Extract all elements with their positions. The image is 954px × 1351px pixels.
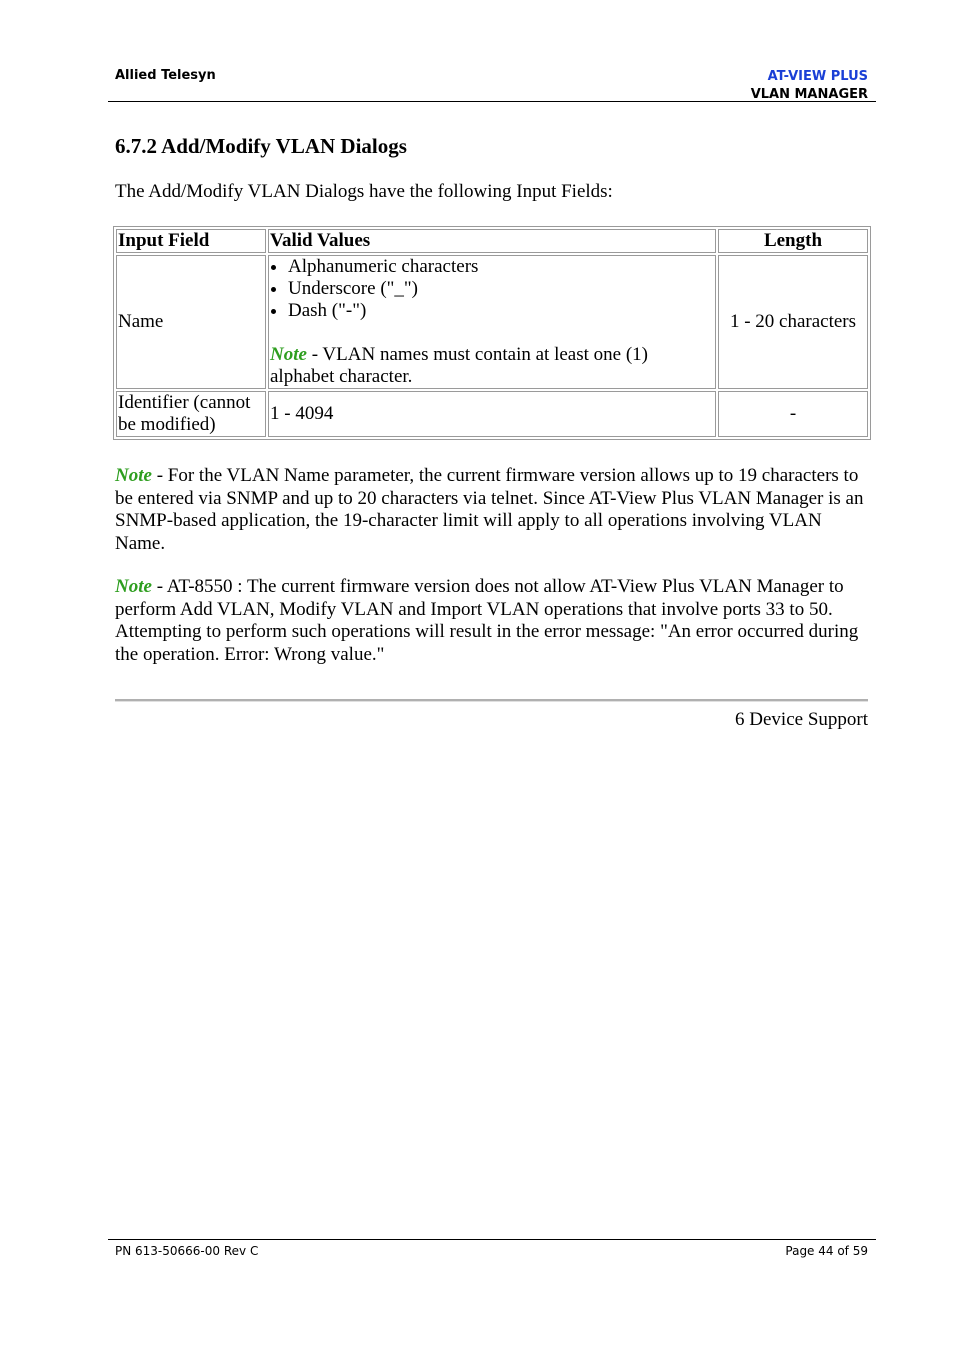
table-row xyxy=(116,255,868,389)
input-fields-table xyxy=(113,226,871,440)
field-name-cell: Identifier (cannot be modified) xyxy=(116,391,266,437)
footer-rule xyxy=(108,1239,876,1240)
table-note xyxy=(270,344,714,388)
list-item: • Dash ("-") xyxy=(288,300,714,322)
table-row xyxy=(116,391,868,437)
note-paragraph-at8550 xyxy=(115,576,871,666)
section-footer: 6 Device Support xyxy=(735,709,868,730)
section-divider xyxy=(115,699,868,702)
valid-values-list xyxy=(270,256,714,322)
note-paragraph-vlan-name xyxy=(115,465,871,555)
list-item: • Underscore ("_") xyxy=(288,278,714,300)
footer-page-number: Page 44 of 59 xyxy=(785,1244,868,1258)
note-text: - For the VLAN Name parameter, the current firmware version allows up to 19 characters to be entered via SNMP and up to 20 characters via telnet. Since AT-View Plus VLAN Manager is an SNMP-based application, the 19-character limit will apply to all operations involving VLAN Name. xyxy=(115,465,864,554)
header-product-block xyxy=(751,68,868,104)
column-header-length: Length xyxy=(718,229,868,253)
note-label: Note xyxy=(115,576,152,597)
section-heading: 6.7.2 Add/Modify VLAN Dialogs xyxy=(115,134,407,158)
header-company: Allied Telesyn xyxy=(115,68,216,83)
column-header-valid-values: Valid Values xyxy=(268,229,716,253)
length-cell: 1 - 20 characters xyxy=(718,255,868,389)
header-rule xyxy=(108,101,876,102)
footer-part-number: PN 613-50666-00 Rev C xyxy=(115,1244,259,1258)
length-cell: - xyxy=(718,391,868,437)
header-product: AT-VIEW PLUS xyxy=(767,69,868,84)
note-text: - VLAN names must contain at least one (1) alphabet character. xyxy=(270,344,648,387)
valid-values-cell: 1 - 4094 xyxy=(268,391,716,437)
note-label: Note xyxy=(115,465,152,486)
header-module: VLAN MANAGER xyxy=(750,87,868,102)
column-header-input-field: Input Field xyxy=(116,229,266,253)
note-label: Note xyxy=(270,344,307,365)
field-name-cell: Name xyxy=(116,255,266,389)
list-item: • Alphanumeric characters xyxy=(288,256,714,278)
valid-values-cell xyxy=(268,255,716,389)
note-text: - AT-8550 : The current firmware version does not allow AT-View Plus VLAN Manager to perform Add VLAN, Modify VLAN and Import VLAN operations that involve ports 33 to 50. Attempting to perform such operations will result in the error message: "An error occurred during the operation. Error: Wrong value." xyxy=(115,576,859,665)
intro-text: The Add/Modify VLAN Dialogs have the following Input Fields: xyxy=(115,181,613,202)
table-header-row xyxy=(116,229,868,253)
